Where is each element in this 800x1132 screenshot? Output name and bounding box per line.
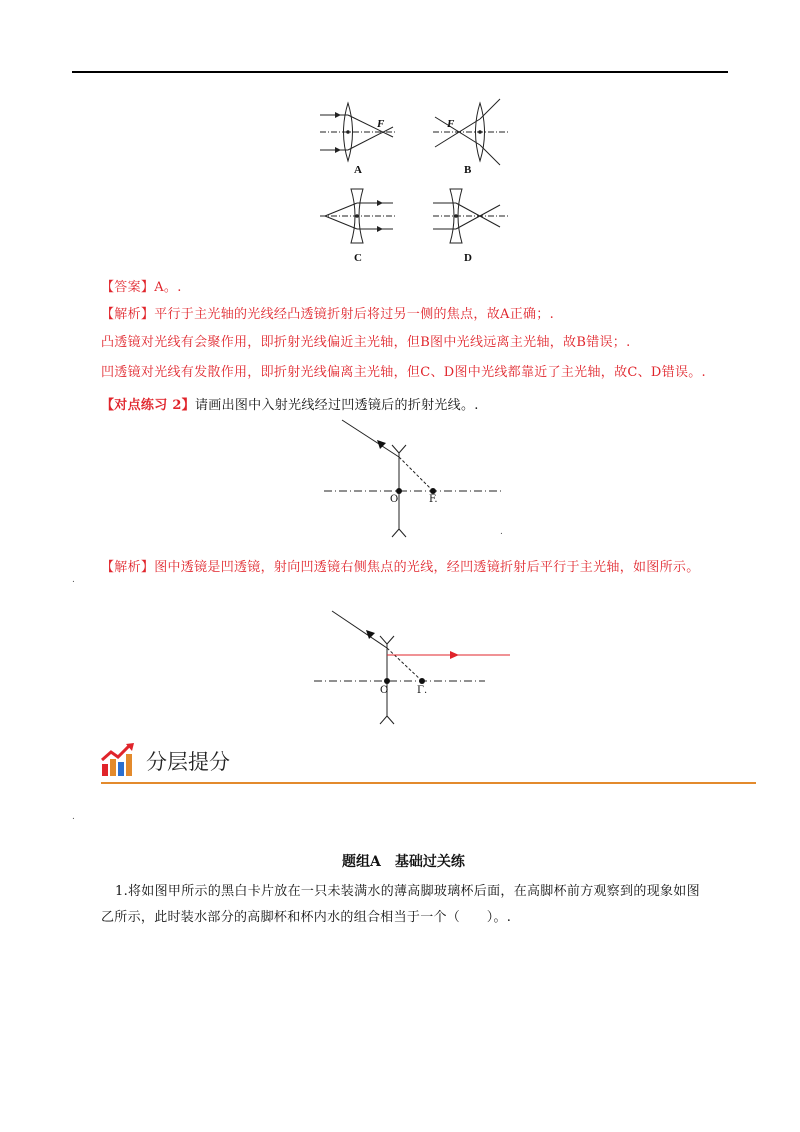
- refracted-arrow: [450, 651, 459, 659]
- concave-lens-question-diagram: [320, 415, 510, 540]
- focal-label-a: F: [377, 118, 385, 130]
- label-b: B: [464, 164, 472, 176]
- analysis1-line1: [101, 303, 554, 322]
- label-a: A: [354, 164, 362, 176]
- concave-lens-answer-diagram: [310, 608, 520, 726]
- analysis2-tag: 【解析】: [101, 560, 155, 575]
- practice-tag: 【对点练习 2】: [101, 398, 195, 413]
- incident-ray: [342, 420, 399, 457]
- practice-line: [101, 394, 479, 413]
- dashed-extension: [399, 457, 433, 491]
- section-title: 分层提分: [146, 750, 230, 774]
- chart-growth-icon: [100, 742, 136, 778]
- focal-label-b: F: [447, 118, 455, 130]
- analysis1-text1: 平行于主光轴的光线经凸透镜折射后将过另一侧的焦点，故A正确；.: [154, 307, 555, 322]
- lens-diagram-abcd: [315, 95, 515, 270]
- answer-tag: 【答案】: [101, 280, 155, 295]
- group-title: 题组A 基础过关练: [342, 854, 465, 870]
- focal-label-2: Γ.: [417, 685, 428, 696]
- analysis1-line2: 凸透镜对光线有会聚作用，即折射光线偏近主光轴，但B图中光线远离主光轴，故B错误；.: [101, 335, 631, 350]
- question1-line2: 乙所示，此时装水部分的高脚杯和杯内水的组合相当于一个（ ）。.: [101, 910, 512, 925]
- origin-label: O: [390, 494, 399, 505]
- question1-line1: 1.将如图甲所示的黑白卡片放在一只未装满水的薄高脚玻璃杯后面，在高脚杯前方观察到的现象如图: [115, 884, 700, 899]
- analysis1-line3: 凹透镜对光线有发散作用，即折射光线偏离主光轴，但C、D图中光线都靠近了主光轴，故C、D错误。.: [101, 365, 706, 380]
- mark: .: [500, 527, 503, 537]
- incident-ray-2: [332, 611, 387, 648]
- analysis1-tag: 【解析】: [101, 307, 155, 322]
- label-c: C: [354, 252, 362, 264]
- section-rule: [101, 782, 756, 784]
- answer-line: [101, 276, 182, 295]
- label-d: D: [464, 252, 472, 264]
- header-rule: [72, 71, 728, 73]
- focal-label: F.: [429, 494, 438, 505]
- analysis2-text: 图中透镜是凹透镜，射向凹透镜右侧焦点的光线，经凹透镜折射后平行于主光轴，如图所示。: [154, 560, 700, 575]
- practice-text: 请画出图中入射光线经过凹透镜后的折射光线。.: [194, 398, 479, 413]
- analysis2-line: [101, 556, 700, 575]
- origin-label-2: O: [380, 685, 389, 696]
- answer-text: A。.: [154, 280, 182, 295]
